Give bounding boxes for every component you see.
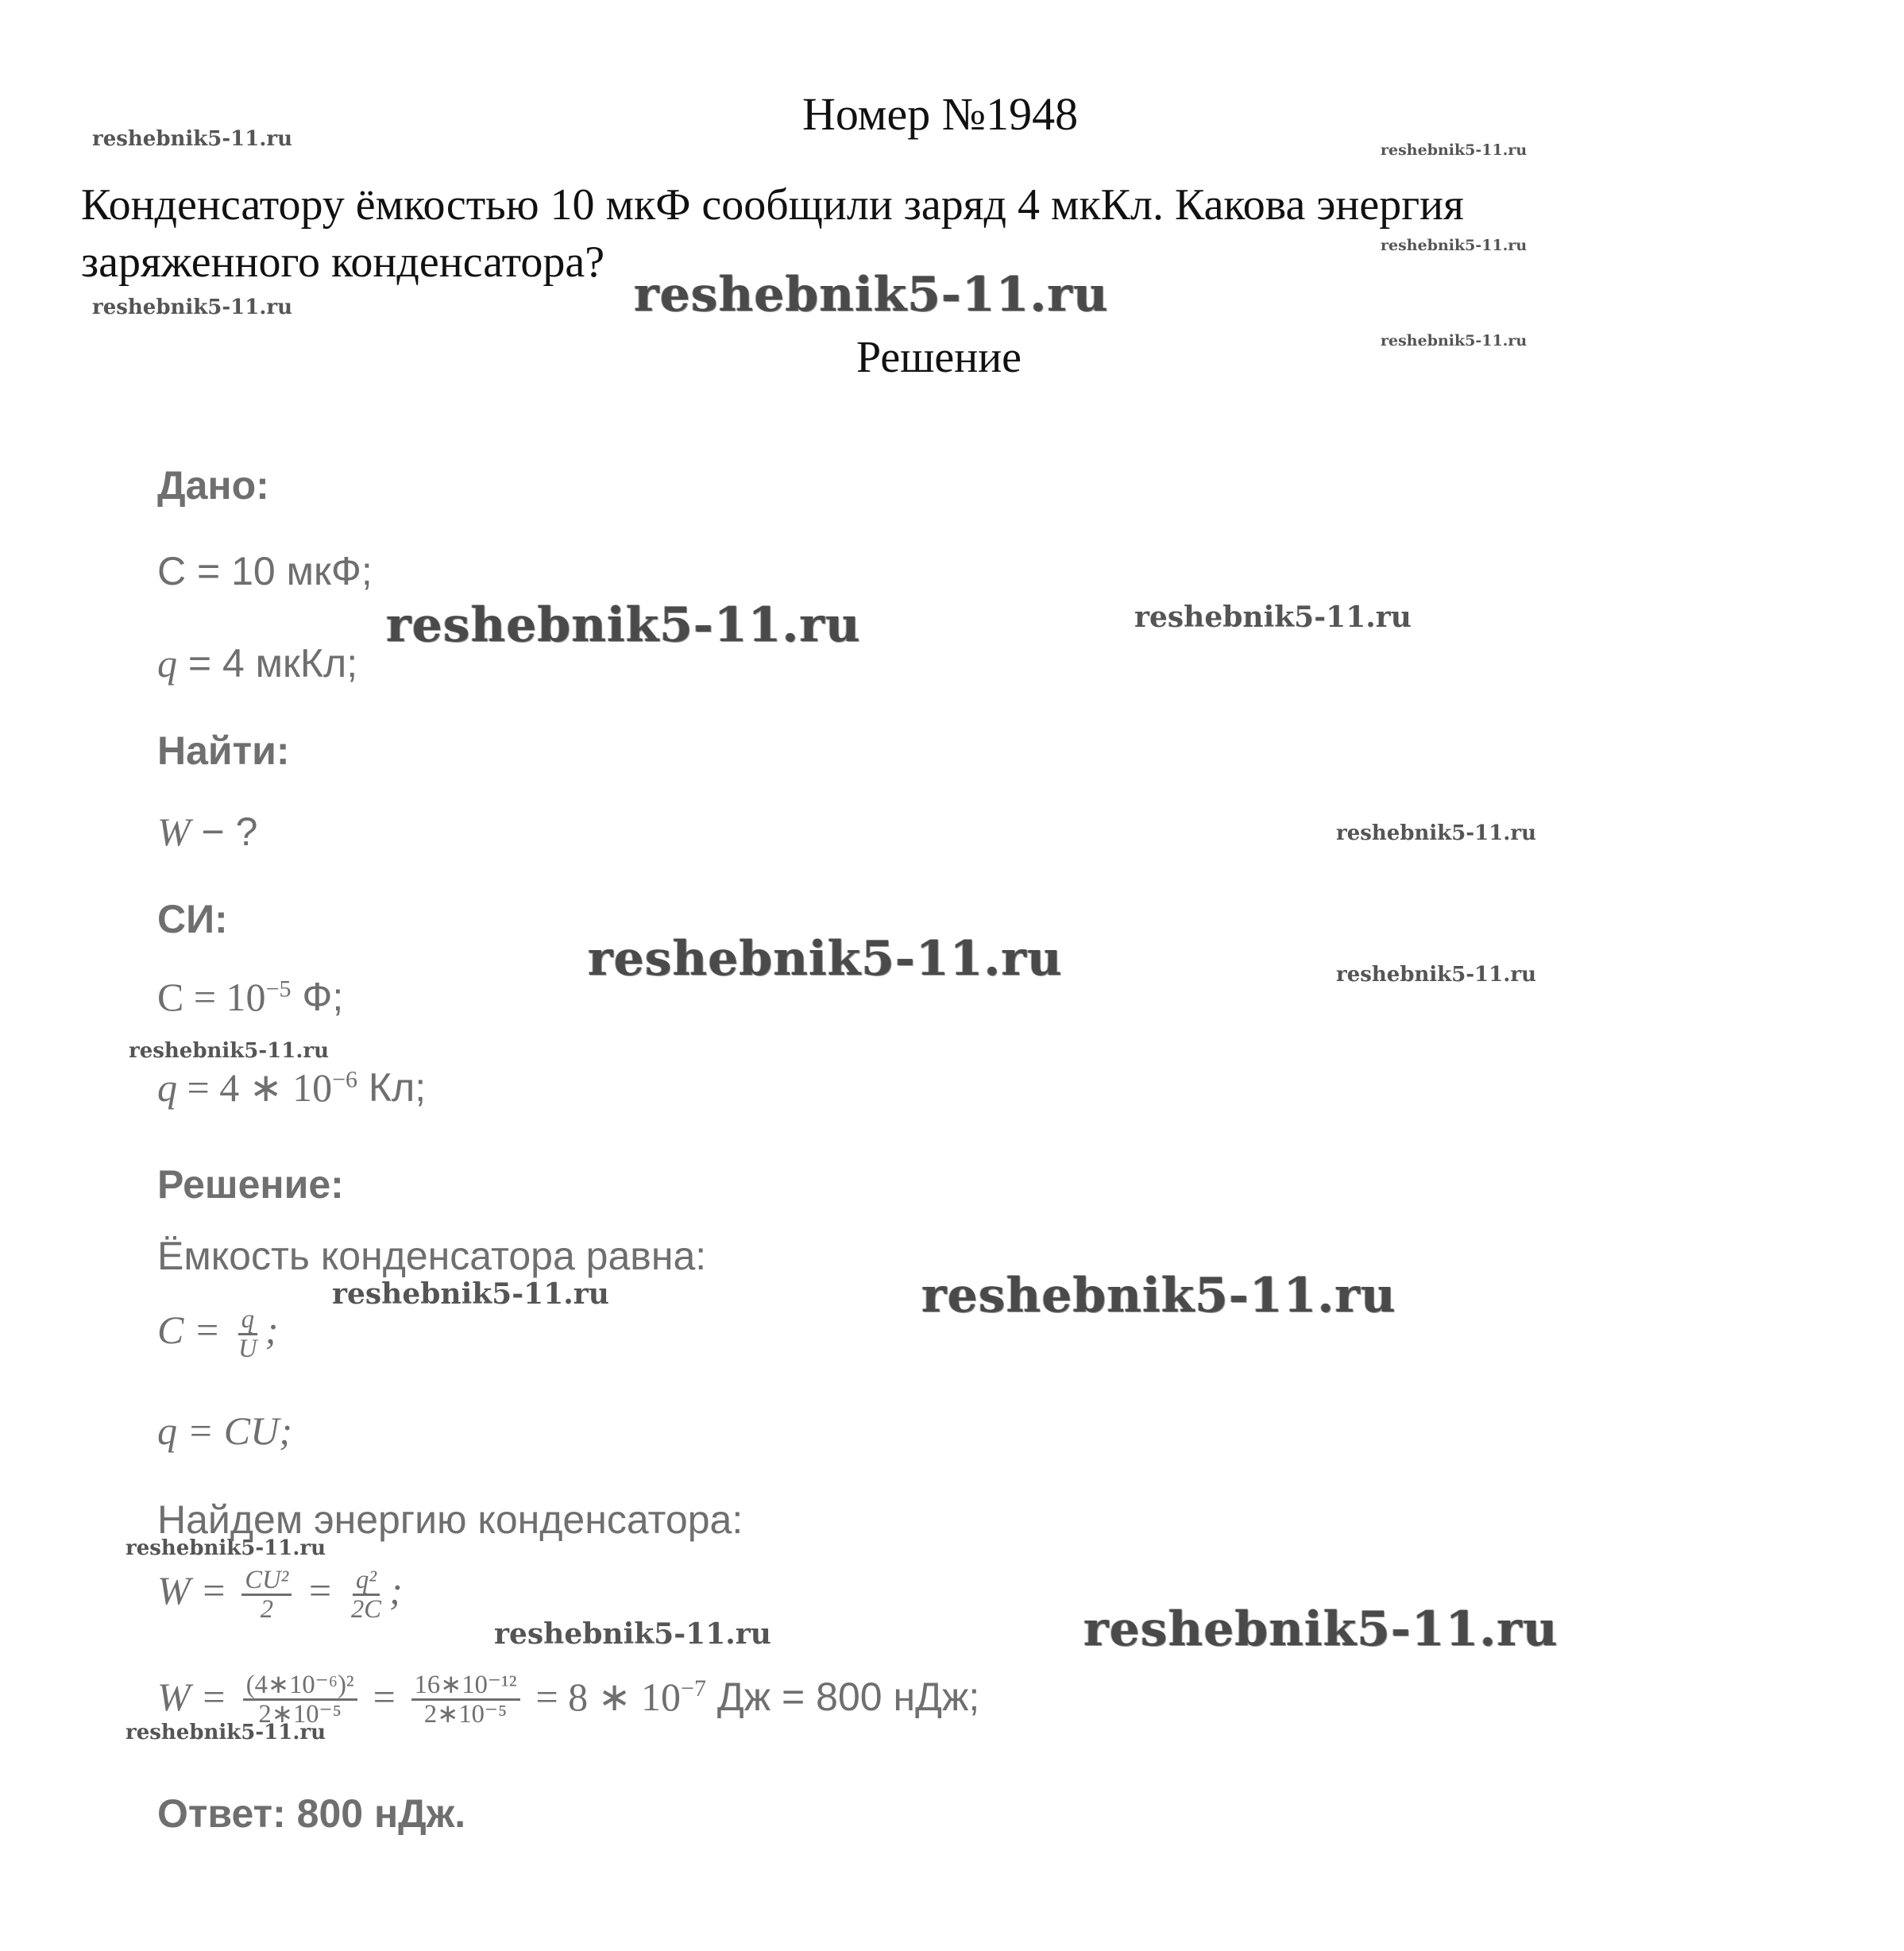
fraction: $\frac{q}{U}$ bbox=[238, 1305, 257, 1364]
capacity-text: Ёмкость конденсатора равна: bbox=[157, 1234, 707, 1278]
energy-calculation: W = $\frac{\text{(4∗10⁻⁶)²}}{\text{2∗10⁻⁵}}$ = $\frac{\text{16∗10⁻¹²}}{\text{2∗10⁻⁵}}$ = 8 ∗ $10^{-7}$ Дж = 800 нДж; bbox=[157, 1671, 980, 1729]
fraction: $\frac{\text{16∗10⁻¹²}}{\text{2∗10⁻⁵}}$ bbox=[411, 1671, 520, 1728]
watermark: reshebnik5-11.ru bbox=[634, 267, 1109, 323]
page-title: Номер №1948 bbox=[802, 88, 1079, 140]
fraction: $\frac{\text{q²}}{2C}$ bbox=[351, 1566, 381, 1625]
given-charge: q = 4 мкКл; bbox=[157, 641, 358, 686]
watermark: reshebnik5-11.ru bbox=[92, 296, 293, 319]
task-line-2: заряженного конденсатора? bbox=[81, 238, 605, 287]
watermark: reshebnik5-11.ru bbox=[126, 1536, 326, 1560]
watermark: reshebnik5-11.ru bbox=[1381, 237, 1527, 254]
watermark: reshebnik5-11.ru bbox=[1336, 821, 1537, 845]
watermark: reshebnik5-11.ru bbox=[386, 597, 861, 653]
find-label: Найти: bbox=[157, 728, 290, 773]
solution-heading: Решение bbox=[856, 333, 1022, 382]
energy-formula: W = $\frac{\text{CU²}}{2}$ = $\frac{\text{q²}}{2C}$ ; bbox=[157, 1566, 403, 1625]
watermark: reshebnik5-11.ru bbox=[1381, 332, 1527, 350]
charge-formula: q = CU; bbox=[157, 1408, 292, 1453]
find-expression: W − ? bbox=[157, 809, 258, 854]
watermark: reshebnik5-11.ru bbox=[921, 1268, 1396, 1323]
answer: Ответ: 800 нДж. bbox=[157, 1791, 466, 1836]
task-line-1: Конденсатору ёмкостью 10 мкФ сообщили заряд 4 мкКл. Какова энергия bbox=[81, 180, 1464, 230]
watermark: reshebnik5-11.ru bbox=[129, 1039, 330, 1063]
watermark: reshebnik5-11.ru bbox=[1083, 1601, 1558, 1657]
si-label: СИ: bbox=[157, 897, 228, 941]
fraction: $\frac{\text{CU²}}{2}$ bbox=[241, 1567, 292, 1623]
energy-text: Найдем энергию конденсатора: bbox=[157, 1497, 743, 1542]
si-capacity: $C = 10^{-5}$ Ф; bbox=[157, 975, 344, 1019]
si-charge: q = 4 ∗ $10^{-6}$ Кл; bbox=[157, 1065, 427, 1110]
fraction: $\frac{\text{(4∗10⁻⁶)²}}{\text{2∗10⁻⁵}}$ bbox=[243, 1671, 357, 1728]
solution-label: Решение: bbox=[157, 1162, 344, 1207]
watermark: reshebnik5-11.ru bbox=[1381, 141, 1527, 159]
watermark: reshebnik5-11.ru bbox=[1336, 963, 1537, 987]
given-label: Дано: bbox=[157, 463, 269, 508]
watermark: reshebnik5-11.ru bbox=[494, 1617, 771, 1651]
watermark: reshebnik5-11.ru bbox=[332, 1277, 609, 1311]
watermark: reshebnik5-11.ru bbox=[126, 1721, 326, 1744]
watermark: reshebnik5-11.ru bbox=[1134, 601, 1412, 634]
watermark: reshebnik5-11.ru bbox=[588, 931, 1063, 987]
watermark: reshebnik5-11.ru bbox=[92, 127, 293, 151]
capacity-formula: C = $\frac{q}{U}$ ; bbox=[157, 1305, 279, 1364]
given-capacity: C = 10 мкФ; bbox=[157, 549, 373, 593]
